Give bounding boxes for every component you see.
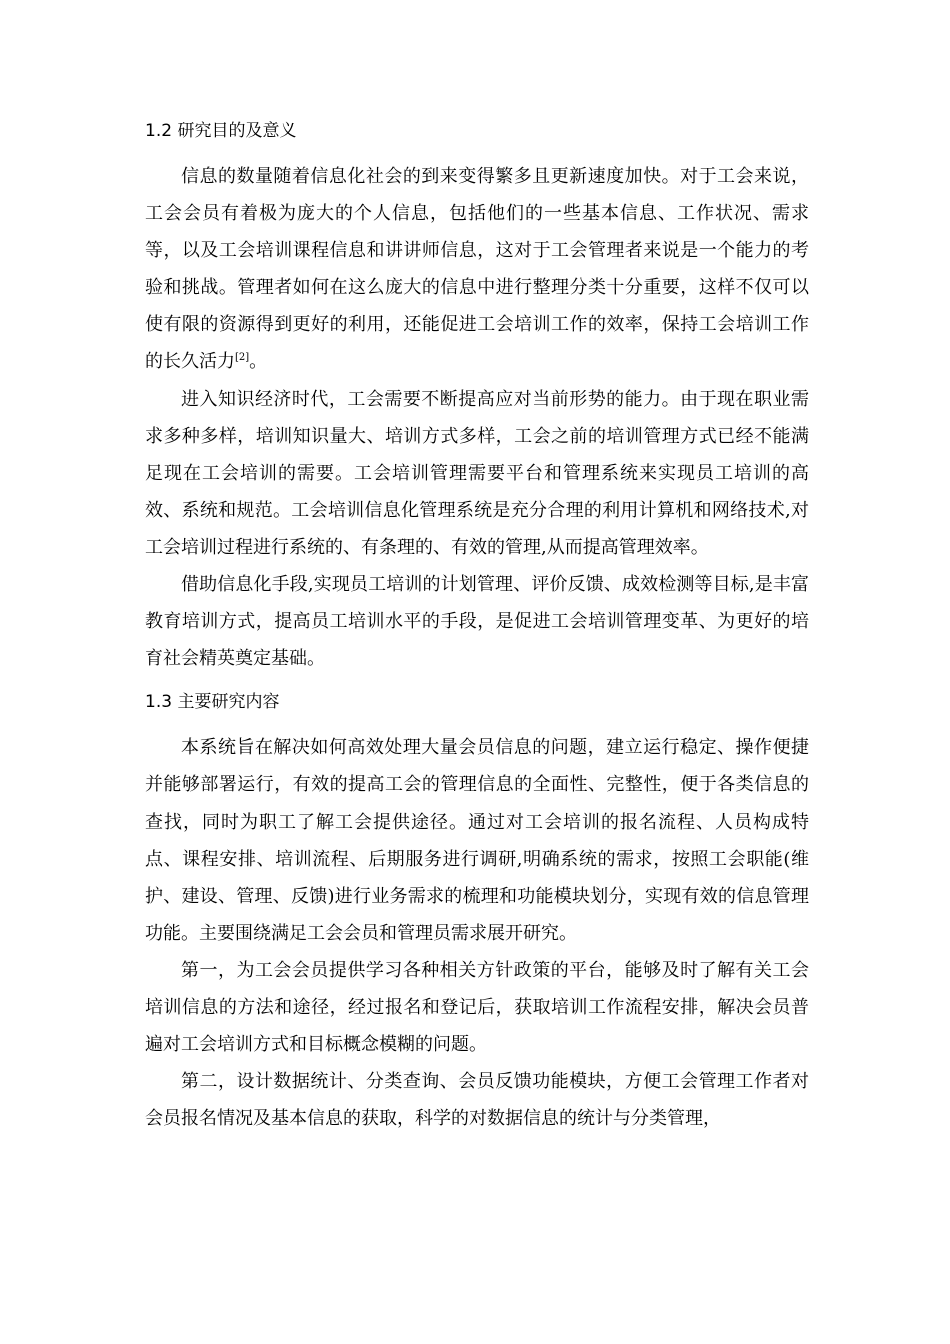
paragraph: 本系统旨在解决如何高效处理大量会员信息的问题，建立运行稳定、操作便捷并能够部署运行，有效的提高工会的管理信息的全面性、完整性，便于各类信息的查找，同时为职工了解工会提供途径。通过对工会培训的报名流程、人员构成特点、课程安排、培训流程、后期服务进行调研,明确系统的需求，按照工会职能(维护、建设、管理、反馈)进行业务需求的梳理和功能模块划分，实现有效的信息管理功能。主要围绕满足工会会员和管理员需求展开研究。 [145,737,809,944]
citation-ref[interactable]: [2] [235,352,250,364]
document-body [145,118,809,1137]
paragraph: 第二，设计数据统计、分类查询、会员反馈功能模块，方便工会管理工作者对会员报名情况及基本信息的获取，科学的对数据信息的统计与分类管理， [145,1071,809,1130]
paragraph [145,158,809,381]
section-heading-1-3: 1.3 主要研究内容 [145,692,280,713]
paragraph-text: 信息的数量随着信息化社会的到来变得繁多且更新速度加快。对于工会来说，工会会员有着极为庞大的个人信息，包括他们的一些基本信息、工作状况、需求等，以及工会培训课程信息和讲讲师信息，这对于工会管理者来说是一个能力的考验和挑战。管理者如何在这么庞大的信息中进行整理分类十分重要，这样不仅可以使有限的资源得到更好的利用，还能促进工会培训工作的效率，保持工会培训工作的长久活力 [145,166,809,373]
paragraph: 借助信息化手段,实现员工培训的计划管理、评价反馈、成效检测等目标,是丰富教育培训方式，提高员工培训水平的手段，是促进工会培训管理变革、为更好的培育社会精英奠定基础。 [145,574,809,670]
paragraph: 进入知识经济时代，工会需要不断提高应对当前形势的能力。由于现在职业需求多种多样，培训知识量大、培训方式多样，工会之前的培训管理方式已经不能满足现在工会培训的需要。工会培训管理需要平台和管理系统来实现员工培训的高效、系统和规范。工会培训信息化管理系统是充分合理的利用计算机和网络技术,对工会培训过程进行系统的、有条理的、有效的管理,从而提高管理效率。 [145,388,809,558]
paragraph: 第一，为工会会员提供学习各种相关方针政策的平台，能够及时了解有关工会培训信息的方法和途径，经过报名和登记后，获取培训工作流程安排，解决会员普遍对工会培训方式和目标概念模糊的问题。 [145,959,809,1056]
paragraph-tail: 。 [249,351,268,373]
section-heading-1-2: 1.2 研究目的及意义 [145,121,297,141]
